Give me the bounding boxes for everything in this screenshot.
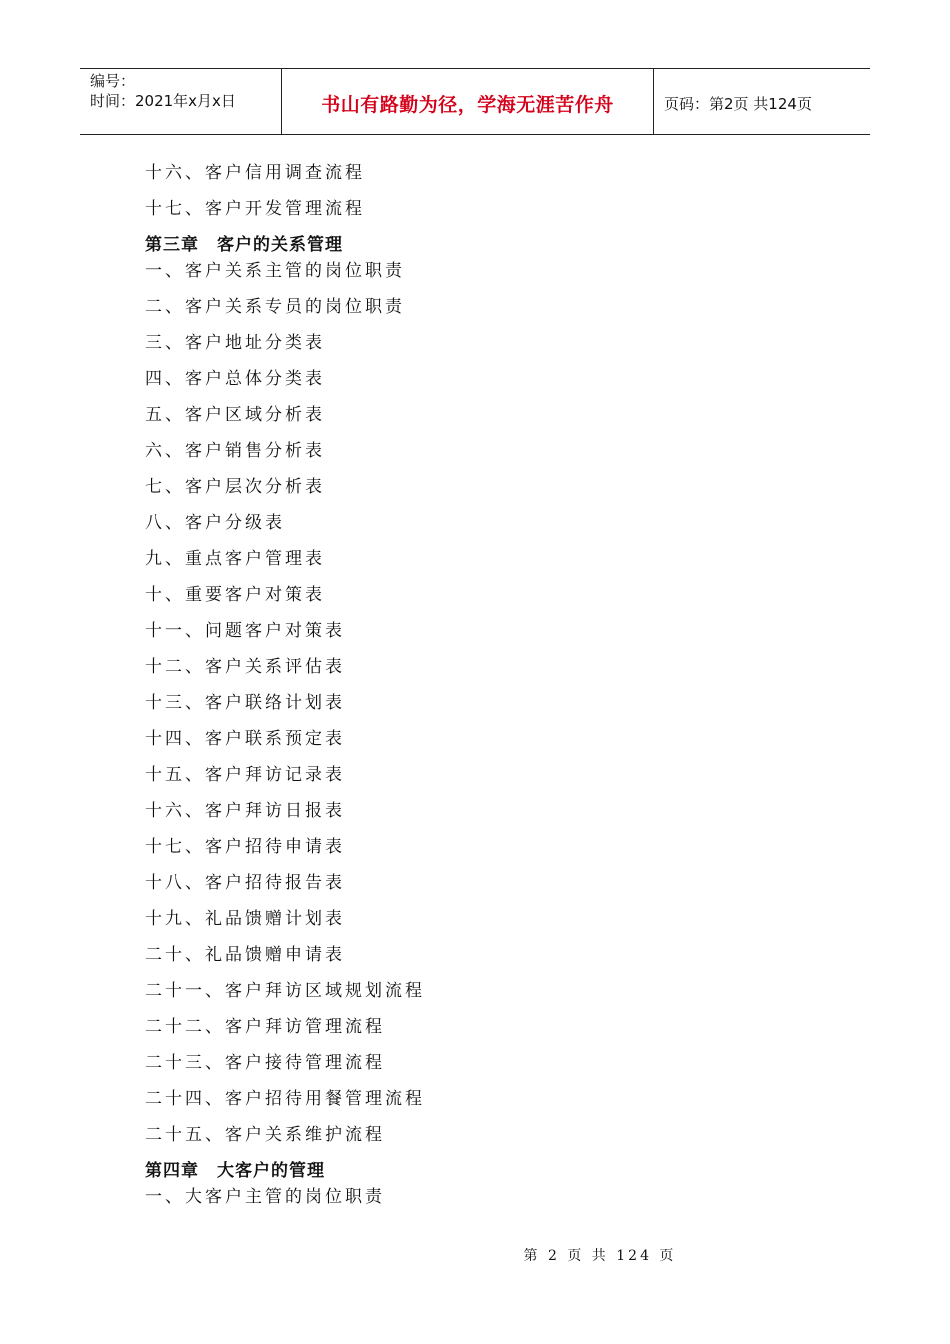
footer-page-number: 第 2 页 共 124 页 bbox=[523, 1248, 677, 1264]
time-label: 时间：2021年x月x日 bbox=[90, 92, 236, 110]
toc-item: 五、客户区域分析表 bbox=[145, 405, 325, 425]
toc-item: 六、客户销售分析表 bbox=[145, 441, 325, 461]
toc-item: 二十、礼品馈赠申请表 bbox=[145, 945, 345, 965]
toc-item: 十六、客户信用调查流程 bbox=[145, 163, 365, 183]
toc-item: 十九、礼品馈赠计划表 bbox=[145, 909, 345, 929]
toc-item: 八、客户分级表 bbox=[145, 513, 285, 533]
toc-item: 四、客户总体分类表 bbox=[145, 369, 325, 389]
toc-item: 十二、客户关系评估表 bbox=[145, 657, 345, 677]
code-label: 编号： bbox=[90, 72, 136, 90]
page-header bbox=[80, 68, 870, 135]
toc-item: 二、客户关系专员的岗位职责 bbox=[145, 297, 405, 317]
toc-item: 十七、客户开发管理流程 bbox=[145, 199, 365, 219]
toc-item: 二十四、客户招待用餐管理流程 bbox=[145, 1089, 425, 1109]
toc-item: 七、客户层次分析表 bbox=[145, 477, 325, 497]
header-meta-cell bbox=[80, 69, 282, 134]
motto-text: 书山有路勤为径，学海无涯苦作舟 bbox=[321, 94, 614, 116]
toc-item: 三、客户地址分类表 bbox=[145, 333, 325, 353]
toc-item: 十六、客户拜访日报表 bbox=[145, 801, 345, 821]
header-motto-cell bbox=[282, 69, 654, 134]
toc-item: 二十一、客户拜访区域规划流程 bbox=[145, 981, 425, 1001]
toc-item: 一、客户关系主管的岗位职责 bbox=[145, 261, 405, 281]
toc-item: 二十五、客户关系维护流程 bbox=[145, 1125, 385, 1145]
header-page-cell bbox=[654, 69, 870, 134]
page-footer bbox=[0, 1245, 950, 1265]
toc-item: 十五、客户拜访记录表 bbox=[145, 765, 345, 785]
toc-item: 十、重要客户对策表 bbox=[145, 585, 325, 605]
toc-item: 十八、客户招待报告表 bbox=[145, 873, 345, 893]
toc-item: 二十二、客户拜访管理流程 bbox=[145, 1017, 385, 1037]
toc-item: 一、大客户主管的岗位职责 bbox=[145, 1187, 385, 1207]
toc-item: 十四、客户联系预定表 bbox=[145, 729, 345, 749]
header-page-info: 页码：第2页 共124页 bbox=[664, 95, 812, 113]
table-of-contents bbox=[145, 155, 425, 1215]
toc-item: 十三、客户联络计划表 bbox=[145, 693, 345, 713]
toc-item: 九、重点客户管理表 bbox=[145, 549, 325, 569]
toc-chapter-heading: 第四章 大客户的管理 bbox=[145, 1161, 325, 1181]
toc-item: 十七、客户招待申请表 bbox=[145, 837, 345, 857]
toc-chapter-heading: 第三章 客户的关系管理 bbox=[145, 235, 343, 255]
toc-item: 十一、问题客户对策表 bbox=[145, 621, 345, 641]
toc-item: 二十三、客户接待管理流程 bbox=[145, 1053, 385, 1073]
